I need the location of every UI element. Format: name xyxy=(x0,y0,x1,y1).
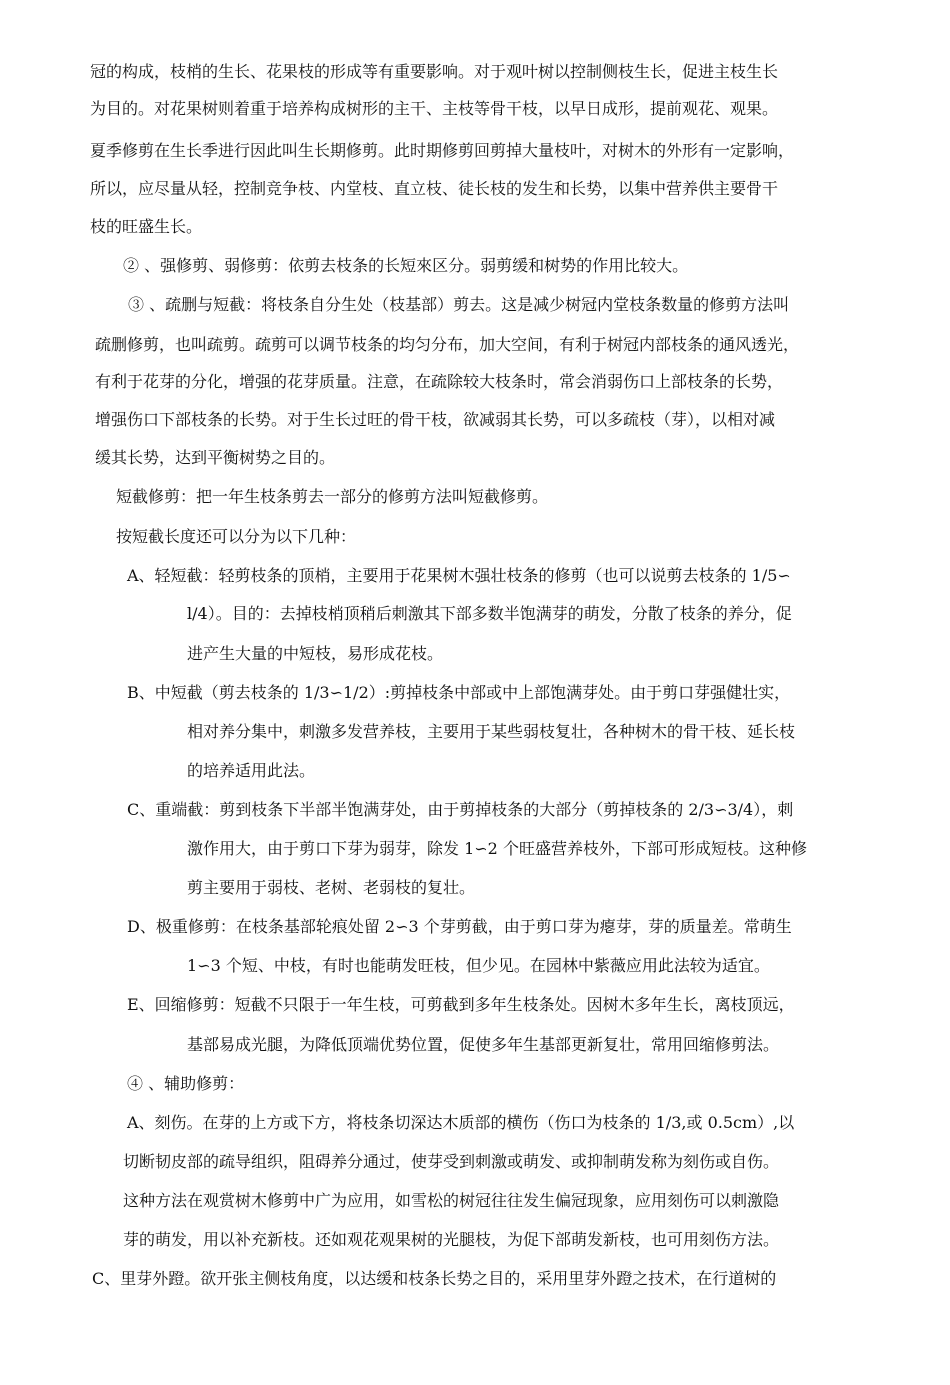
text-line: 的培养适用此法。 xyxy=(187,761,316,780)
text-line: 进产生大量的中短枝，易形成花枝。 xyxy=(187,644,444,663)
text-line: 枝的旺盛生长。 xyxy=(90,217,203,236)
text-line: 剪主要用于弱枝、老树、老弱枝的复壮。 xyxy=(187,878,476,897)
text-line: E、回缩修剪：短截不只限于一年生枝，可剪截到多年生枝条处。因树木多年生长，离枝顶远， xyxy=(127,995,795,1014)
text-line: 夏季修剪在生长季进行因此叫生长期修剪。此时期修剪回剪掉大量枝叶，对树木的外形有一定影响， xyxy=(90,141,795,160)
text-line: ④ 、辅助修剪： xyxy=(127,1074,245,1093)
text-line: 增强伤口下部枝条的长势。对于生长过旺的骨干枝，欲减弱其长势，可以多疏枝（芽），以相对减 xyxy=(95,410,776,429)
text-line: C、里芽外蹬。欲开张主侧枝角度，以达缓和枝条长势之目的，采用里芽外蹬之技术，在行道树的 xyxy=(92,1269,777,1288)
text-line: 1∽3 个短、中枝，有时也能萌发旺枝，但少见。在园林中紫薇应用此法较为适宜。 xyxy=(187,956,770,975)
text-line: 所以，应尽量从轻，控制竞争枝、内堂枝、直立枝、徒长枝的发生和长势，以集中营养供主要骨干 xyxy=(90,179,779,198)
text-line: 这种方法在观赏树木修剪中广为应用，如雪松的树冠往往发生偏冠现象，应用刻伤可以刺激隐 xyxy=(123,1191,780,1210)
text-line: A、轻短截：轻剪枝条的顶梢，主要用于花果树木强壮枝条的修剪（也可以说剪去枝条的 1/5∽ xyxy=(127,566,791,585)
text-line: 相对养分集中，刺激多发营养枝，主要用于某些弱枝复壮，各种树木的骨干枝、延长枝 xyxy=(187,722,796,741)
text-line: 激作用大，由于剪口下芽为弱芽，除发 1∽2 个旺盛营养枝外，下部可形成短枝。这种修 xyxy=(187,839,807,858)
text-line: B、中短截（剪去枝条的 1/3∽1/2）:剪掉枝条中部或中上部饱满芽处。由于剪口芽强健壮实， xyxy=(127,683,791,702)
text-line: 芽的萌发，用以补充新枝。还如观花观果树的光腿枝，为促下部萌发新枝，也可用刻伤方法。 xyxy=(123,1230,780,1249)
text-line: 有利于花芽的分化，增强的花芽质量。注意，在疏除较大枝条时，常会消弱伤口上部枝条的长势， xyxy=(95,372,784,391)
text-line: ② 、强修剪、弱修剪：依剪去枝条的长短來区分。弱剪缓和树势的作用比较大。 xyxy=(123,256,689,275)
text-line: l/4）。目的：去掉枝梢顶稍后刺激其下部多数半饱满芽的萌发，分散了枝条的养分，促 xyxy=(187,604,792,623)
text-line: 冠的构成，枝梢的生长、花果枝的形成等有重要影响。对于观叶树以控制侧枝生长，促进主枝生长 xyxy=(90,62,779,81)
text-line: 按短截长度还可以分为以下几种： xyxy=(116,527,357,546)
text-line: 基部易成光腿，为降低顶端优势位置，促使多年生基部更新复壮，常用回缩修剪法。 xyxy=(187,1035,780,1054)
text-line: 疏删修剪，也叫疏剪。疏剪可以调节枝条的均匀分布，加大空间，有利于树冠内部枝条的通风透光， xyxy=(95,335,800,354)
text-line: A、刻伤。在芽的上方或下方，将枝条切深达木质部的横伤（伤口为枝条的 1/3,或 0.5cm）,以 xyxy=(127,1113,795,1132)
text-line: C、重端截：剪到枝条下半部半饱满芽处，由于剪掉枝条的大部分（剪掉枝条的 2/3∽3/4），刺 xyxy=(127,800,794,819)
text-line: 切断韧皮部的疏导组织，阻碍养分通过，使芽受到刺激或萌发、或抑制萌发称为刻伤或自伤。 xyxy=(123,1152,780,1171)
text-line: 缓其长势，达到平衡树势之目的。 xyxy=(95,448,336,467)
text-line: ③ 、疏删与短截：将枝条自分生处（枝基部）剪去。这是减少树冠内堂枝条数量的修剪方法叫 xyxy=(128,295,790,314)
text-line: 为目的。对花果树则着重于培养构成树形的主干、主枝等骨干枝，以早日成形，提前观花、观果。 xyxy=(90,99,779,118)
text-line: 短截修剪：把一年生枝条剪去一部分的修剪方法叫短截修剪。 xyxy=(116,487,549,506)
text-line: D、极重修剪：在枝条基部轮痕处留 2∽3 个芽剪截，由于剪口芽为瘪芽，芽的质量差。常萌生 xyxy=(127,917,792,936)
